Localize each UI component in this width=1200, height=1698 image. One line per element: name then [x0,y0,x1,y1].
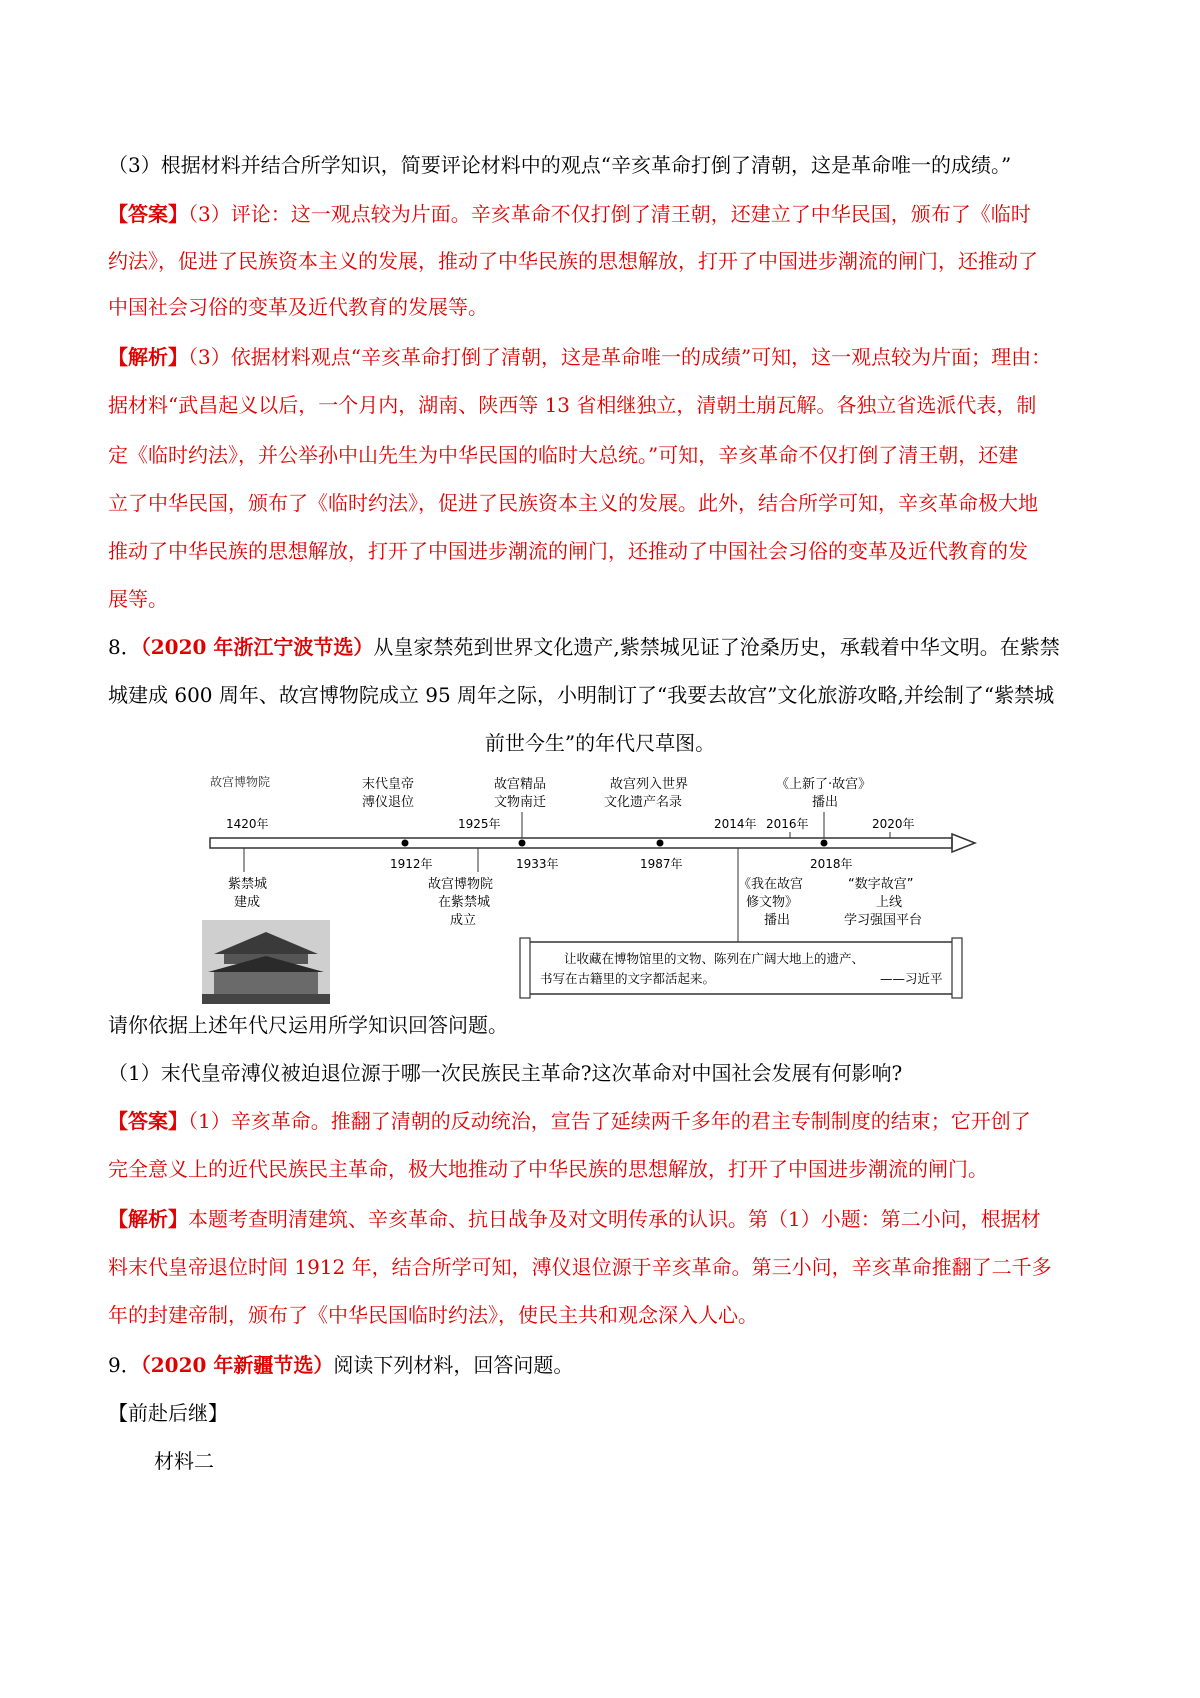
tl-label-nanqian-1: 故宫精品 [494,777,547,792]
q9-stem: 9．（2020 年新疆节选）阅读下列材料，回答问题。 [108,1353,574,1377]
q7-answer-line-3: 中国社会习俗的变革及近代教育的发展等。 [108,295,488,319]
timeline-figure [200,772,1000,1004]
q8-analysis-line-2: 料末代皇帝退位时间 1912 年，结合所学可知，溥仪退位源于辛亥革命。第三小问，辛亥革命推翻了二千多 [108,1255,1052,1279]
question-source: （2020 年浙江宁波节选） [140,635,374,659]
q7-answer-line-1: 【答案】（3）评论：这一观点较为片面。辛亥革命不仅打倒了清王朝，还建立了中华民国，颁布了《临时 [108,202,1031,226]
tl-label-museum-1: 故宫博物院 [428,877,494,892]
tl-year-2020: 2020年 [872,817,915,831]
tl-year-2018: 2018年 [810,857,853,871]
q7-analysis-line-2: 据材料“武昌起义以后，一个月内，湖南、陕西等 13 省相继独立，清朝土崩瓦解。各独立省选派代表，制 [108,393,1037,417]
tl-label-nanqian-2: 文物南迁 [494,795,547,810]
tl-label-digital-2: 上线 [876,895,903,910]
tl-label-shangxin-1: 《上新了·故宫》 [776,777,872,792]
question-number: 9． [108,1353,141,1377]
q9-section-title: 【前赴后继】 [108,1401,228,1425]
tl-label-heritage-2: 文化遗产名录 [604,795,683,810]
timeline-header: 故宫博物院 [210,775,271,789]
q7-answer-line-2: 约法》，促进了民族资本主义的发展，推动了中华民族的思想解放，打开了中国进步潮流的闸门，还推动了 [108,249,1038,273]
q8-sub1-question: （1）末代皇帝溥仪被迫退位源于哪一次民族民主革命?这次革命对中国社会发展有何影响? [108,1061,903,1085]
tl-label-xiuwenwu-1: 《我在故宫 [738,877,804,892]
tl-year-2016: 2016年 [766,817,809,831]
quote-line-2: 书写在古籍里的文字都活起来。 [540,971,716,986]
tl-label-zijincheng-2: 建成 [234,895,261,910]
q8-prompt: 请你依据上述年代尺运用所学知识回答问题。 [108,1013,508,1037]
tl-label-puyi-2: 溥仪退位 [362,795,415,810]
tl-label-heritage-1: 故宫列入世界 [610,777,689,792]
q8-analysis-line-3: 年的封建帝制，颁布了《中华民国临时约法》，使民主共和观念深入人心。 [108,1303,758,1327]
question-source: （2020 年新疆节选） [140,1353,334,1377]
tl-label-xiuwenwu-3: 播出 [764,913,791,928]
quote-author: ——习近平 [880,971,943,986]
tl-label-digital-3: 学习强国平台 [844,913,923,928]
q7-analysis-line-4: 立了中华民国，颁布了《临时约法》，促进了民族资本主义的发展。此外，结合所学可知，辛亥革命极大地 [108,491,1038,515]
q9-material-label: 材料二 [154,1449,214,1473]
q8-stem-line-3: 前世今生”的年代尺草图。 [484,731,716,755]
q7-analysis-line-6: 展等。 [108,587,168,611]
q8-analysis-line-1: 【解析】本题考查明清建筑、辛亥革命、抗日战争及对文明传承的认识。第（1）小题：第二小问，根据材 [108,1207,1041,1231]
q7-sub3-question: （3）根据材料并结合所学知识，简要评论材料中的观点“辛亥革命打倒了清朝，这是革命唯一的成绩。” [108,153,1012,177]
answer-tag: 【答案】 [108,202,188,226]
q8-answer-line-1: 【答案】（1）辛亥革命。推翻了清朝的反动统治，宣告了延续两千多年的君主专制制度的结束；它开创了 [108,1109,1031,1133]
q8-answer-line-2: 完全意义上的近代民族民主革命，极大地推动了中华民族的思想解放，打开了中国进步潮流的闸门。 [108,1157,988,1181]
tl-label-museum-3: 成立 [450,913,477,928]
q7-analysis-line-5: 推动了中华民族的思想解放，打开了中国进步潮流的闸门，还推动了中国社会习俗的变革及近代教育的发 [108,539,1028,563]
quote-scroll [520,938,962,998]
tl-year-1933: 1933年 [516,857,559,871]
q8-stem-line-2: 城建成 600 周年、故宫博物院成立 95 周年之际，小明制订了“我要去故宫”文化旅游攻略,并绘制了“紫禁城 [108,683,1055,707]
tl-label-museum-2: 在紫禁城 [438,895,491,910]
tl-label-digital-1: “数字故宫” [848,877,914,892]
tl-year-1912: 1912年 [390,857,433,871]
forbidden-city-photo [202,920,330,1004]
analysis-tag: 【解析】 [108,1207,188,1231]
answer-tag: 【答案】 [108,1109,188,1133]
tl-label-puyi-1: 末代皇帝 [362,777,415,792]
q7-analysis-line-1: 【解析】（3）依据材料观点“辛亥革命打倒了清朝，这是革命唯一的成绩”可知，这一观点较为片面；理由： [108,345,1052,369]
tl-label-xiuwenwu-2: 修文物》 [746,895,799,910]
quote-line-1: 让收藏在博物馆里的文物、陈列在广阔大地上的遗产、 [564,951,865,966]
question-number: 8． [108,635,141,659]
tl-year-2014: 2014年 [714,817,757,831]
tl-label-zijincheng-1: 紫禁城 [228,877,268,892]
q8-stem-line-1: 8．（2020 年浙江宁波节选）从皇家禁苑到世界文化遗产,紫禁城见证了沧桑历史，承载着中华文明。在紫禁 [108,635,1060,659]
tl-year-1987: 1987年 [640,857,683,871]
timeline-svg [200,772,1000,1004]
analysis-tag: 【解析】 [108,345,188,369]
tl-year-1420: 1420年 [226,817,269,831]
tl-year-1925: 1925年 [458,817,501,831]
q7-analysis-line-3: 定《临时约法》，并公举孙中山先生为中华民国的临时大总统。”可知，辛亥革命不仅打倒了清王朝，还建 [108,443,1019,467]
tl-label-shangxin-2: 播出 [812,795,839,810]
